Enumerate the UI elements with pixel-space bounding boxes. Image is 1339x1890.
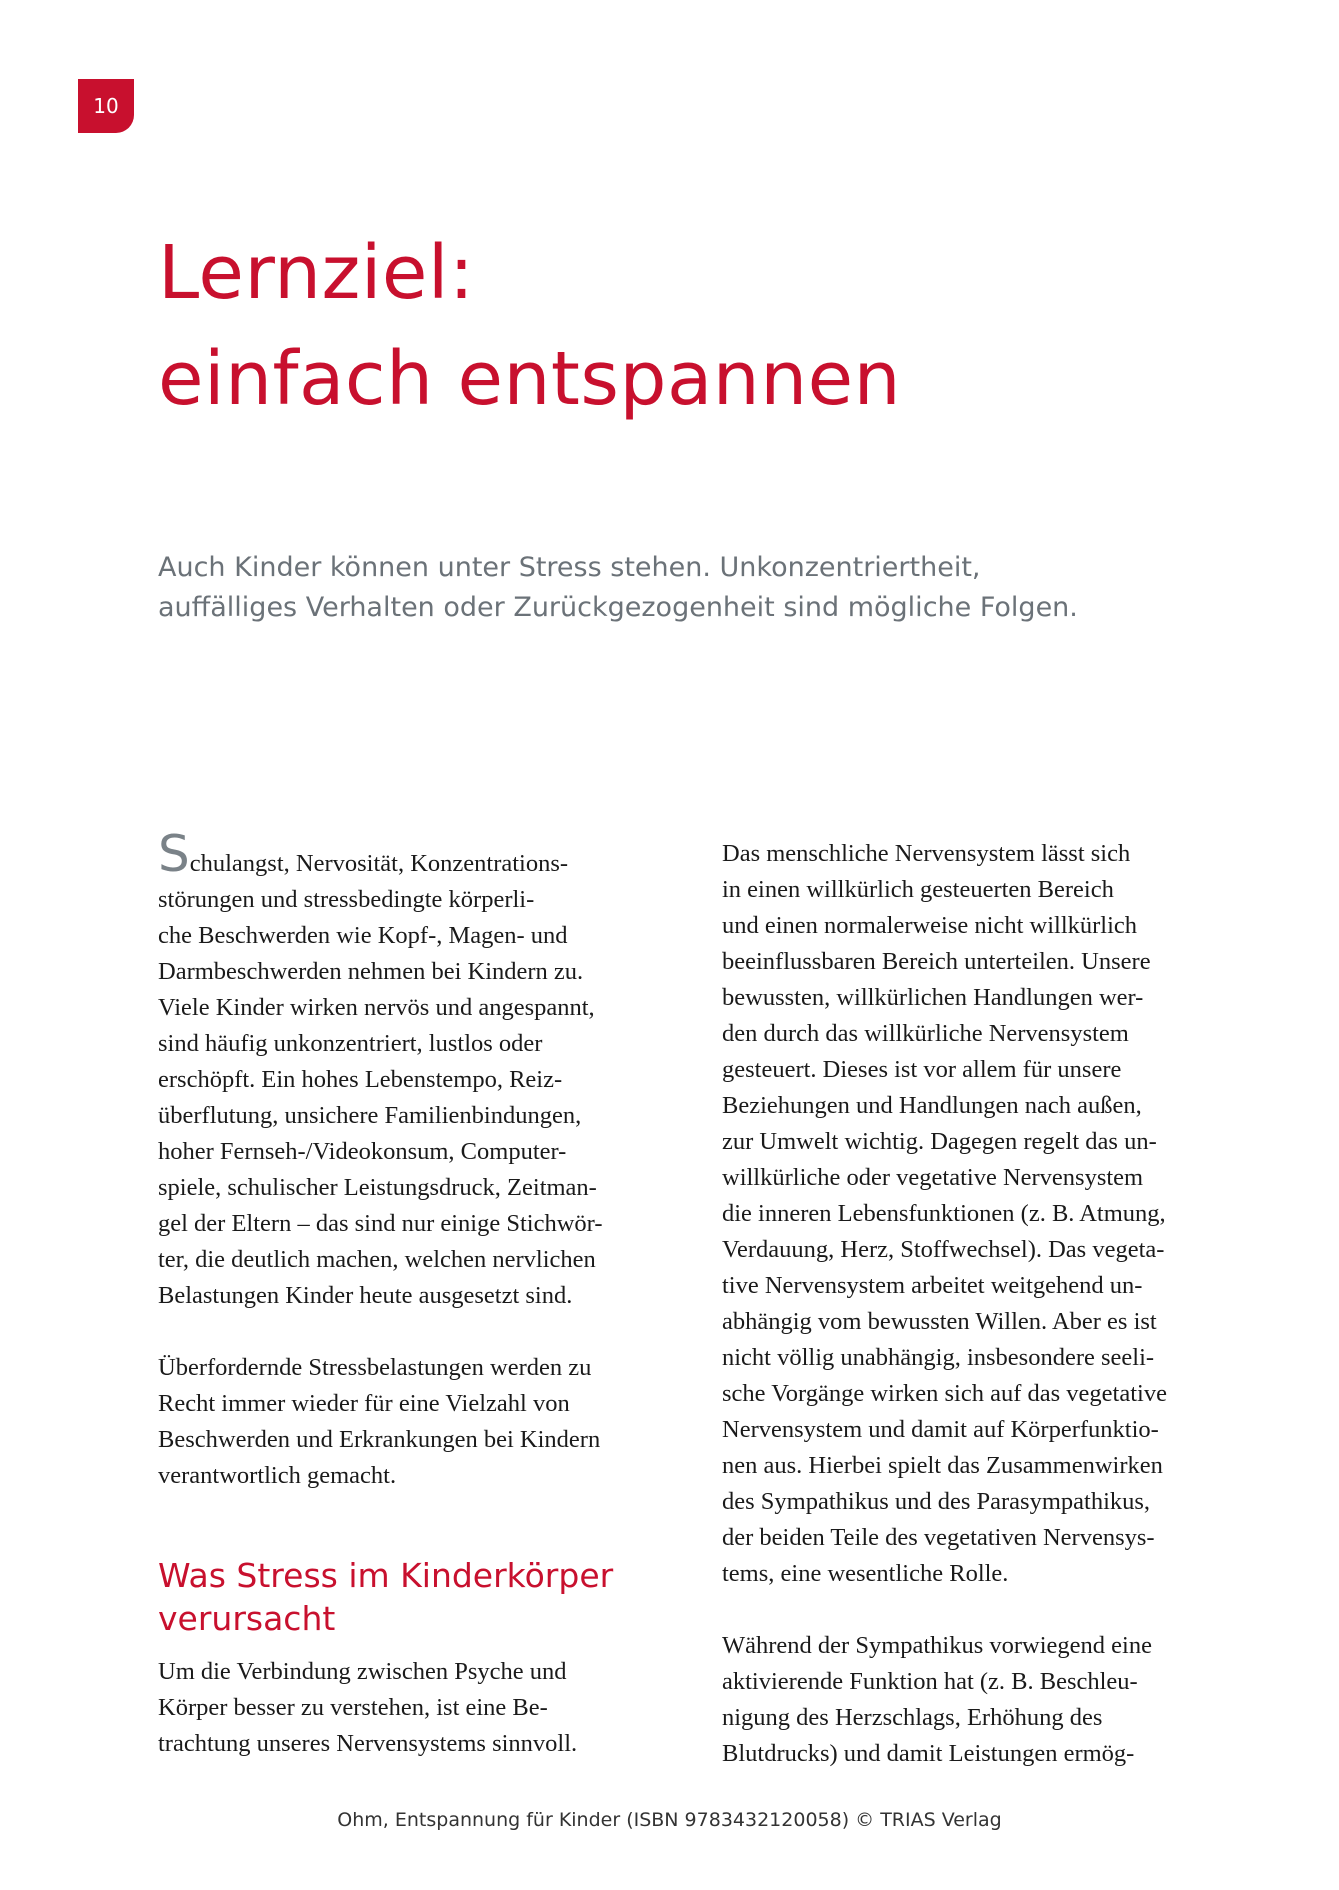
text-line: beeinflussbaren Bereich unterteilen. Unsere — [722, 948, 1151, 975]
text-line: Beschwerden und Erkrankungen bei Kindern — [158, 1426, 601, 1453]
text-line: nen aus. Hierbei spielt das Zusammenwirken — [722, 1452, 1163, 1479]
paragraph-intro — [158, 825, 673, 1314]
text-line: bewussten, willkürlichen Handlungen wer- — [722, 984, 1144, 1011]
heading-spacer — [158, 1640, 673, 1654]
text-line: spiele, schulischer Leistungsdruck, Zeitman- — [158, 1174, 597, 1201]
paragraph-sympathikus — [722, 1628, 1237, 1772]
page-number: 10 — [78, 79, 134, 133]
heading-line: verursacht — [158, 1599, 336, 1638]
text-line: der beiden Teile des vegetativen Nervensys- — [722, 1524, 1155, 1551]
text-line: ter, die deutlich machen, welchen nervlichen — [158, 1246, 596, 1273]
text-line: hoher Fernseh-/Videokonsum, Computer- — [158, 1138, 567, 1165]
text-line: Überfordernde Stressbelastungen werden zu — [158, 1354, 592, 1381]
text-line: abhängig vom bewussten Willen. Aber es ist — [722, 1308, 1157, 1335]
text-line: Körper besser zu verstehen, ist eine Be- — [158, 1694, 548, 1721]
text-line: Um die Verbindung zwischen Psyche und — [158, 1658, 567, 1685]
drop-cap: S — [158, 825, 190, 883]
text-line: Das menschliche Nervensystem lässt sich — [722, 840, 1131, 867]
lead-line: auffälliges Verhalten oder Zurückgezogenheit sind mögliche Folgen. — [158, 592, 1078, 623]
text-line: überflutung, unsichere Familienbindungen, — [158, 1102, 582, 1129]
lead-paragraph — [158, 548, 1178, 628]
text-line: che Beschwerden wie Kopf-, Magen- und — [158, 922, 568, 949]
text-line: gel der Eltern – das sind nur einige Stichwör- — [158, 1210, 603, 1237]
paragraph-stress — [158, 1350, 673, 1494]
text-line: aktivierende Funktion hat (z. B. Beschleu- — [722, 1668, 1138, 1695]
paragraph-spacer — [158, 1314, 673, 1350]
text-line: und einen normalerweise nicht willkürlich — [722, 912, 1138, 939]
paragraph-nervous-system — [158, 1654, 673, 1762]
text-line: Während der Sympathikus vorwiegend eine — [722, 1632, 1152, 1659]
text-line: Darmbeschwerden nehmen bei Kindern zu. — [158, 958, 584, 985]
page-title — [158, 220, 901, 432]
text-line: Recht immer wieder für eine Vielzahl von — [158, 1390, 570, 1417]
text-line: Verdauung, Herz, Stoffwechsel). Das vegeta- — [722, 1236, 1165, 1263]
text-line-rest: chulangst, Nervosität, Konzentrations- — [189, 850, 569, 877]
right-column — [722, 836, 1237, 1772]
left-column — [158, 825, 673, 1762]
text-line: Viele Kinder wirken nervös und angespannt, — [158, 994, 595, 1021]
lead-line: Auch Kinder können unter Stress stehen. Unkonzentriertheit, — [158, 552, 981, 583]
title-line: Lernziel: — [158, 230, 475, 316]
text-line: Blutdrucks) und damit Leistungen ermög- — [722, 1740, 1135, 1767]
title-line: einfach entspannen — [158, 336, 902, 422]
text-line — [158, 825, 673, 883]
section-heading — [158, 1554, 673, 1640]
text-line: Nervensystem und damit auf Körperfunktio- — [722, 1416, 1159, 1443]
paragraph-spacer — [722, 1592, 1237, 1628]
text-line: sind häufig unkonzentriert, lustlos oder — [158, 1030, 543, 1057]
text-line: sche Vorgänge wirken sich auf das vegetative — [722, 1380, 1167, 1407]
text-line: Beziehungen und Handlungen nach außen, — [722, 1092, 1142, 1119]
text-line: willkürliche oder vegetative Nervensystem — [722, 1164, 1144, 1191]
text-line: die inneren Lebensfunktionen (z. B. Atmung, — [722, 1200, 1166, 1227]
copyright-footer: Ohm, Entspannung für Kinder (ISBN 9783432120058) © TRIAS Verlag — [337, 1809, 1002, 1831]
text-line: nicht völlig unabhängig, insbesondere seeli- — [722, 1344, 1155, 1371]
text-line: zur Umwelt wichtig. Dagegen regelt das un- — [722, 1128, 1157, 1155]
text-line: verantwortlich gemacht. — [158, 1462, 397, 1489]
text-line: tive Nervensystem arbeitet weitgehend un- — [722, 1272, 1143, 1299]
heading-line: Was Stress im Kinderkörper — [158, 1556, 614, 1595]
text-line: nigung des Herzschlags, Erhöhung des — [722, 1704, 1103, 1731]
text-line: tems, eine wesentliche Rolle. — [722, 1560, 1009, 1587]
text-line: des Sympathikus und des Parasympathikus, — [722, 1488, 1151, 1515]
text-line: gesteuert. Dieses ist vor allem für unsere — [722, 1056, 1122, 1083]
text-line: in einen willkürlich gesteuerten Bereich — [722, 876, 1114, 903]
text-line: trachtung unseres Nervensystems sinnvoll. — [158, 1730, 578, 1757]
text-line: störungen und stressbedingte körperli- — [158, 886, 535, 913]
paragraph-spacer — [158, 1494, 673, 1554]
text-line: Belastungen Kinder heute ausgesetzt sind. — [158, 1282, 573, 1309]
paragraph-nervensystem — [722, 836, 1237, 1592]
text-line: den durch das willkürliche Nervensystem — [722, 1020, 1129, 1047]
text-line: erschöpft. Ein hohes Lebenstempo, Reiz- — [158, 1066, 563, 1093]
